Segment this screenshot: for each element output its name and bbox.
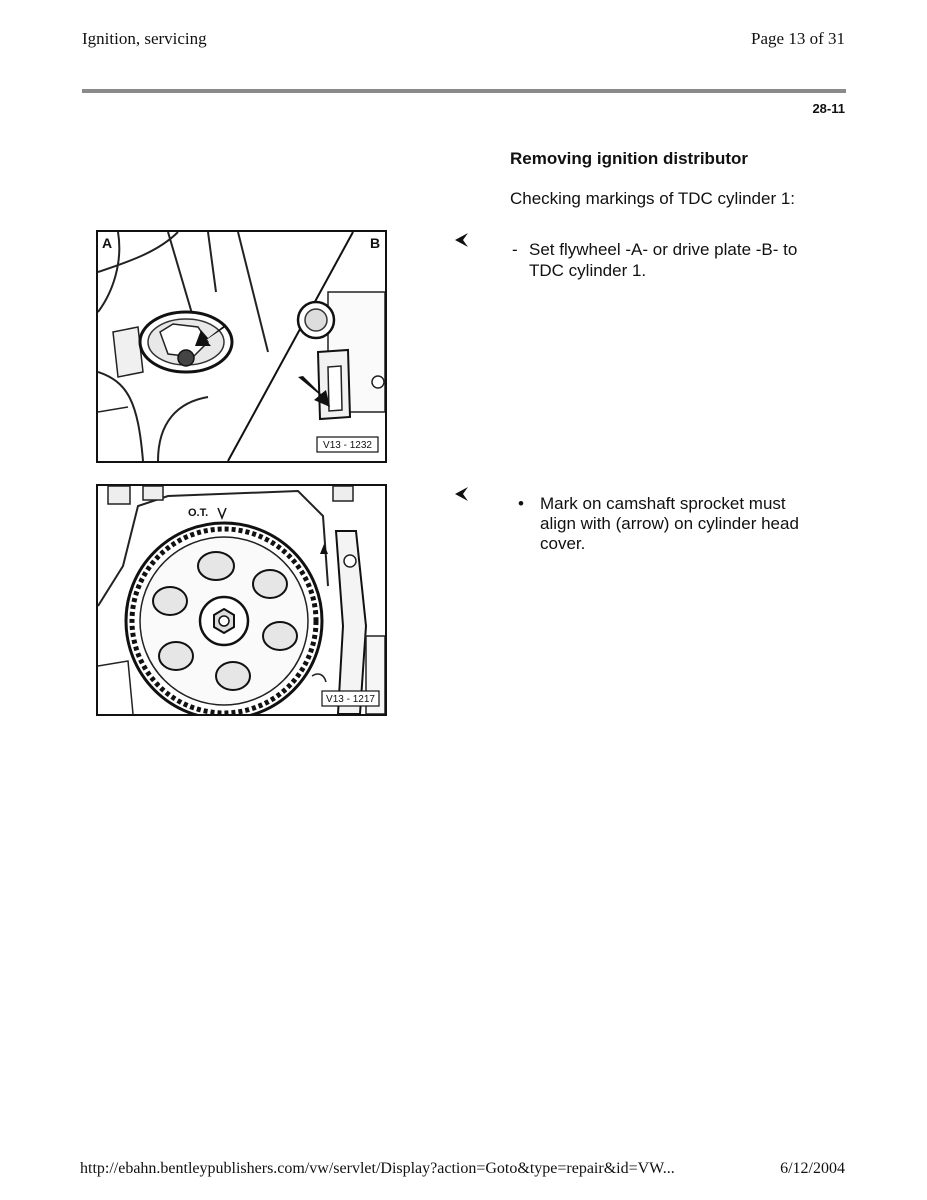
footer-url: http://ebahn.bentleypublishers.com/vw/servlet/Display?action=Goto&type=repair&id=VW... (80, 1160, 675, 1177)
figure-caption: V13 - 1232 (323, 440, 372, 451)
bullet-marker: • (518, 494, 524, 513)
figure-pointer-icon (453, 231, 471, 249)
sprocket-illustration (98, 486, 385, 714)
figure-caption: V13 - 1217 (326, 694, 375, 705)
figure-flywheel-tdc (96, 230, 387, 463)
footer-date: 6/12/2004 (780, 1160, 845, 1177)
section-page-number: 28-11 (812, 101, 845, 116)
label-ot-mark: O.T. (188, 507, 209, 519)
header-divider (82, 89, 846, 93)
bullet-text: Mark on camshaft sprocket must align with (arrow) on cylinder head cover. (540, 494, 799, 553)
step-text: Set flywheel -A- or drive plate -B- to TDC cylinder 1. (529, 240, 798, 280)
section-heading: Removing ignition distributor (510, 149, 748, 168)
section-intro: Checking markings of TDC cylinder 1: (510, 189, 796, 208)
label-drive-plate-b: B (370, 235, 381, 251)
figure-pointer-icon (453, 485, 471, 503)
step-dash: - (512, 240, 518, 259)
figure-camshaft-sprocket (96, 484, 387, 716)
document-title: Ignition, servicing (82, 29, 207, 48)
label-flywheel-a: A (102, 235, 113, 251)
procedure-step (512, 239, 832, 281)
page-counter: Page 13 of 31 (751, 29, 845, 48)
note-bullet (518, 494, 818, 554)
flywheel-illustration (98, 232, 385, 461)
